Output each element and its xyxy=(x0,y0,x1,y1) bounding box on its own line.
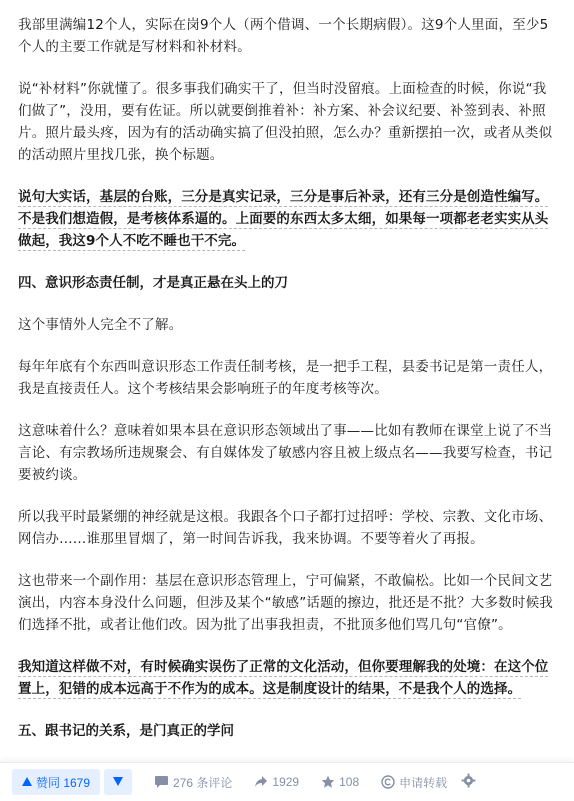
paragraph-outsiders: 这个事情外人完全不了解。 xyxy=(18,317,183,333)
section-heading-4: 四、意识形态责任制，才是真正悬在头上的刀 xyxy=(18,275,288,291)
paragraph-meaning: 这意味着什么？意味着如果本县在意识形态领域出了事——比如有教师在课堂上说了不当言论、有宗教场所违规聚会、有自媒体发了敏感内容且被上级点名——我要写检查，书记要被约谈。 xyxy=(18,423,553,483)
paragraph-situation xyxy=(18,656,560,700)
upvote-label: 赞同 1679 xyxy=(36,775,91,790)
highlighted-text: 我知道这样做不对，有时候确实误伤了正常的文化活动，但你要理解我的处境：在这个位置上，犯错的成本远高于不作为的成本。这是制度设计的结果，不是我个人的选择。 xyxy=(18,659,549,697)
comments-button[interactable] xyxy=(154,774,232,791)
share-count: 1929 xyxy=(272,775,300,789)
triangle-up-icon xyxy=(22,775,32,789)
section-heading-5: 五、跟书记的关系，是门真正的学问 xyxy=(18,723,234,739)
favorite-button[interactable] xyxy=(321,775,359,789)
star-icon xyxy=(321,775,335,789)
report-repost-button[interactable] xyxy=(381,774,447,791)
more-button[interactable] xyxy=(461,773,476,791)
comments-label: 276 条评论 xyxy=(173,775,233,790)
favorites-count: 108 xyxy=(339,775,360,789)
report-label: 申请转载 xyxy=(399,775,448,790)
copyright-icon xyxy=(381,775,395,789)
triangle-down-icon xyxy=(113,775,123,789)
upvote-button[interactable] xyxy=(12,769,100,795)
paragraph-assessment: 每年年底有个东西叫意识形态工作责任制考核，是一把手工程，县委书记是第一责任人，我是直接责任人。这个考核结果会影响班子的年度考核等次。 xyxy=(18,359,553,397)
article-body xyxy=(18,14,560,762)
share-icon xyxy=(254,775,268,789)
gear-icon xyxy=(461,773,476,791)
paragraph-nerve: 所以我平时最紧绷的神经就是这根。我跟各个口子都打过招呼：学校、宗教、文化市场、网信办……谁那里冒烟了，第一时间告诉我，我来协调。不要等着火了再报。 xyxy=(18,509,553,547)
downvote-button[interactable] xyxy=(104,769,132,795)
paragraph-staffing: 我部里满编12个人，实际在岗9个人（两个借调、一个长期病假）。这9个人里面，至少5个人的主要工作就是写材料和补材料。 xyxy=(18,17,549,55)
paragraph-supplement-materials: 说“补材料”你就懂了。很多事我们确实干了，但当时没留痕。上面检查的时候，你说“我们做了”，没用，要有佐证。所以就要倒推着补：补方案、补会议纪要、补签到表、补照片。照片最头疼，因为有的活动确实搞了但没拍照，怎么办？重新摆拍一次，或者从类似的活动照片里找几张，换个标题。 xyxy=(18,81,553,163)
action-bar xyxy=(0,762,574,801)
paragraph-ledger-truth xyxy=(18,186,560,252)
comment-icon xyxy=(154,775,169,789)
share-button[interactable] xyxy=(254,775,299,789)
paragraph-side-effect: 这也带来一个副作用：基层在意识形态管理上，宁可偏紧，不敢偏松。比如一个民间文艺演出，内容本身没什么问题，但涉及某个“敏感”话题的擦边，批还是不批？大多数时候我们选择不批，或者让他们改。因为批了出事我担责，不批顶多他们骂几句“官僚”。 xyxy=(18,573,553,633)
highlighted-text: 说句大实话，基层的台账，三分是真实记录，三分是事后补录，还有三分是创造性编写。不是我们想造假，是考核体系逼的。上面要的东西太多太细，如果每一项都老老实实从头做起，我这9个人不吃不睡也干不完。 xyxy=(18,189,549,249)
